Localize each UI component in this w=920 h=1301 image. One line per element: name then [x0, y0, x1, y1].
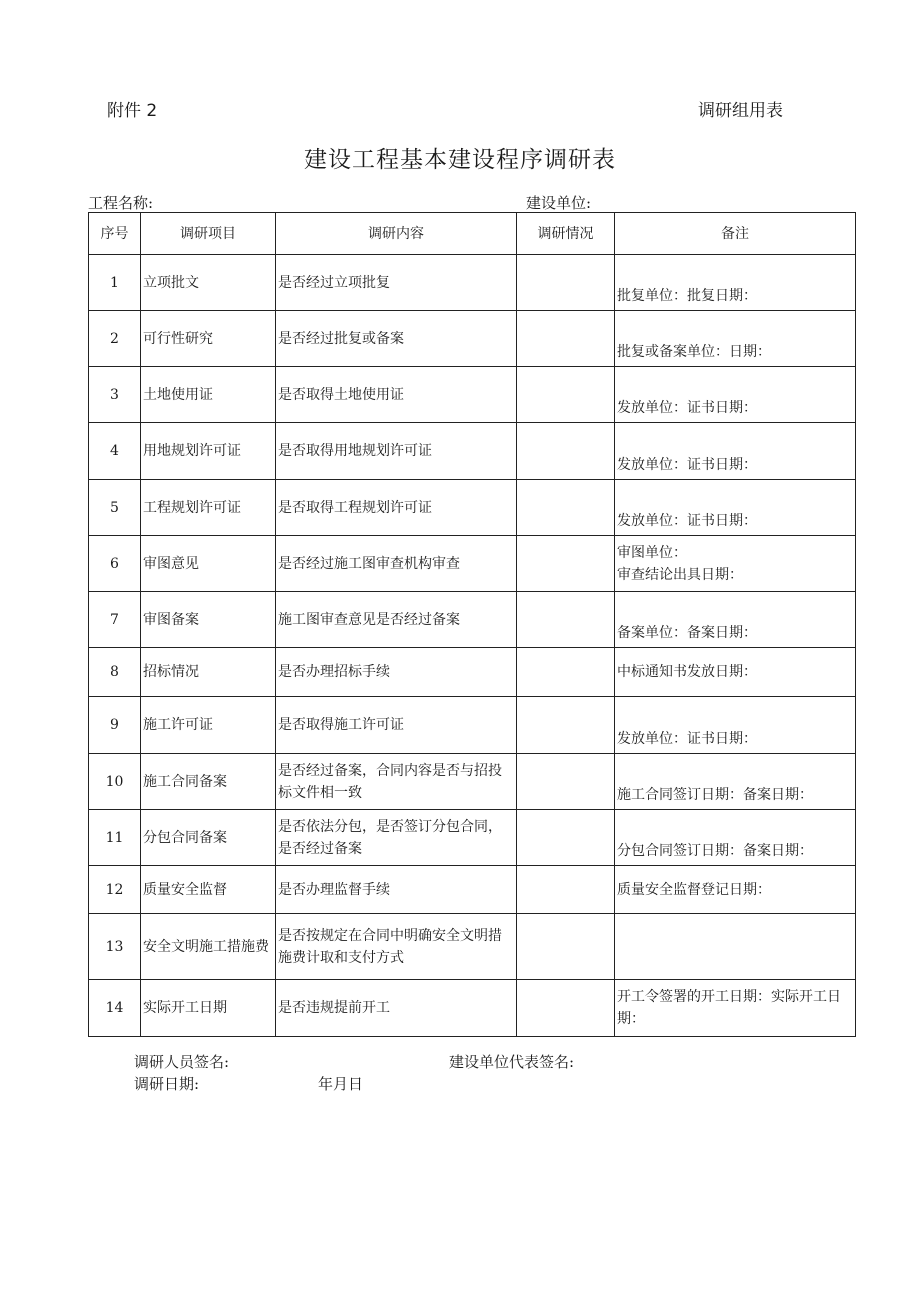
row-item: 实际开工日期	[141, 980, 276, 1037]
row-content: 是否经过批复或备案	[276, 311, 517, 367]
table-row	[89, 480, 856, 536]
table-row	[89, 648, 856, 697]
survey-date-label: 调研日期:	[134, 1075, 200, 1093]
row-remark: 批复或备案单位：日期：	[615, 311, 856, 367]
usage-label: 调研组用表	[698, 101, 783, 121]
table-row	[89, 914, 856, 980]
table-row	[89, 423, 856, 480]
row-status[interactable]	[517, 697, 615, 754]
row-remark: 发放单位：证书日期：	[615, 697, 856, 754]
row-content: 是否依法分包，是否签订分包合同，是否经过备案	[276, 810, 517, 866]
row-content: 是否违规提前开工	[276, 980, 517, 1037]
survey-table	[88, 212, 856, 1037]
row-remark: 发放单位：证书日期：	[615, 480, 856, 536]
row-remark	[615, 536, 856, 592]
row-remark: 发放单位：证书日期：	[615, 423, 856, 480]
date-format-label: 年月日	[318, 1075, 364, 1093]
row-no: 12	[89, 866, 141, 914]
row-status[interactable]	[517, 480, 615, 536]
row-no: 13	[89, 914, 141, 980]
row-no: 10	[89, 754, 141, 810]
table-row	[89, 311, 856, 367]
row-status[interactable]	[517, 255, 615, 311]
row-content: 是否经过立项批复	[276, 255, 517, 311]
row-remark: 批复单位：批复日期：	[615, 255, 856, 311]
builder-label: 建设单位:	[526, 194, 592, 212]
row-status[interactable]	[517, 754, 615, 810]
row-status[interactable]	[517, 592, 615, 648]
row-no: 3	[89, 367, 141, 423]
row-no: 14	[89, 980, 141, 1037]
row-content: 是否办理监督手续	[276, 866, 517, 914]
row-status[interactable]	[517, 367, 615, 423]
row-remark: 施工合同签订日期：备案日期：	[615, 754, 856, 810]
row-item: 质量安全监督	[141, 866, 276, 914]
row-no: 7	[89, 592, 141, 648]
table-row	[89, 536, 856, 592]
row-item: 安全文明施工措施费	[141, 914, 276, 980]
table-row	[89, 810, 856, 866]
remark-line-2: 审查结论出具日期：	[617, 566, 743, 583]
row-no: 6	[89, 536, 141, 592]
table-row	[89, 367, 856, 423]
row-remark: 分包合同签订日期：备案日期：	[615, 810, 856, 866]
row-content: 是否按规定在合同中明确安全文明措施费计取和支付方式	[276, 914, 517, 980]
row-status[interactable]	[517, 311, 615, 367]
row-remark: 开工令签署的开工日期：实际开工日期：	[615, 980, 856, 1037]
row-status[interactable]	[517, 866, 615, 914]
row-item: 招标情况	[141, 648, 276, 697]
row-status[interactable]	[517, 648, 615, 697]
table-row	[89, 980, 856, 1037]
row-no: 5	[89, 480, 141, 536]
row-no: 4	[89, 423, 141, 480]
table-row	[89, 255, 856, 311]
table-row	[89, 697, 856, 754]
row-no: 1	[89, 255, 141, 311]
row-item: 审图备案	[141, 592, 276, 648]
col-header-item: 调研项目	[141, 213, 276, 255]
row-item: 分包合同备案	[141, 810, 276, 866]
row-item: 施工合同备案	[141, 754, 276, 810]
row-content: 是否办理招标手续	[276, 648, 517, 697]
row-content: 是否经过备案，合同内容是否与招投标文件相一致	[276, 754, 517, 810]
table-row	[89, 866, 856, 914]
col-header-content: 调研内容	[276, 213, 517, 255]
row-remark: 备案单位：备案日期：	[615, 592, 856, 648]
row-content: 是否取得土地使用证	[276, 367, 517, 423]
row-item: 可行性研究	[141, 311, 276, 367]
row-item: 工程规划许可证	[141, 480, 276, 536]
row-item: 立项批文	[141, 255, 276, 311]
row-item: 土地使用证	[141, 367, 276, 423]
row-remark: 中标通知书发放日期：	[615, 648, 856, 697]
row-content: 施工图审查意见是否经过备案	[276, 592, 517, 648]
row-remark	[615, 914, 856, 980]
row-status[interactable]	[517, 423, 615, 480]
row-content: 是否经过施工图审查机构审查	[276, 536, 517, 592]
row-status[interactable]	[517, 536, 615, 592]
row-item: 用地规划许可证	[141, 423, 276, 480]
col-header-remark: 备注	[615, 213, 856, 255]
row-item: 审图意见	[141, 536, 276, 592]
table-row	[89, 592, 856, 648]
row-no: 8	[89, 648, 141, 697]
row-no: 9	[89, 697, 141, 754]
row-remark: 发放单位：证书日期：	[615, 367, 856, 423]
table-header-row	[89, 213, 856, 255]
row-content: 是否取得用地规划许可证	[276, 423, 517, 480]
row-remark: 质量安全监督登记日期：	[615, 866, 856, 914]
row-content: 是否取得施工许可证	[276, 697, 517, 754]
project-name-label: 工程名称:	[88, 194, 154, 212]
col-header-status: 调研情况	[517, 213, 615, 255]
row-no: 11	[89, 810, 141, 866]
attachment-label: 附件 2	[107, 101, 158, 121]
surveyor-signature-label: 调研人员签名:	[134, 1053, 230, 1071]
col-header-no: 序号	[89, 213, 141, 255]
row-item: 施工许可证	[141, 697, 276, 754]
table-row	[89, 754, 856, 810]
remark-line-1: 审图单位：	[617, 544, 687, 561]
page-title: 建设工程基本建设程序调研表	[304, 147, 616, 173]
row-status[interactable]	[517, 810, 615, 866]
row-content: 是否取得工程规划许可证	[276, 480, 517, 536]
builder-signature-label: 建设单位代表签名:	[449, 1053, 575, 1071]
row-no: 2	[89, 311, 141, 367]
row-status[interactable]	[517, 914, 615, 980]
row-status[interactable]	[517, 980, 615, 1037]
